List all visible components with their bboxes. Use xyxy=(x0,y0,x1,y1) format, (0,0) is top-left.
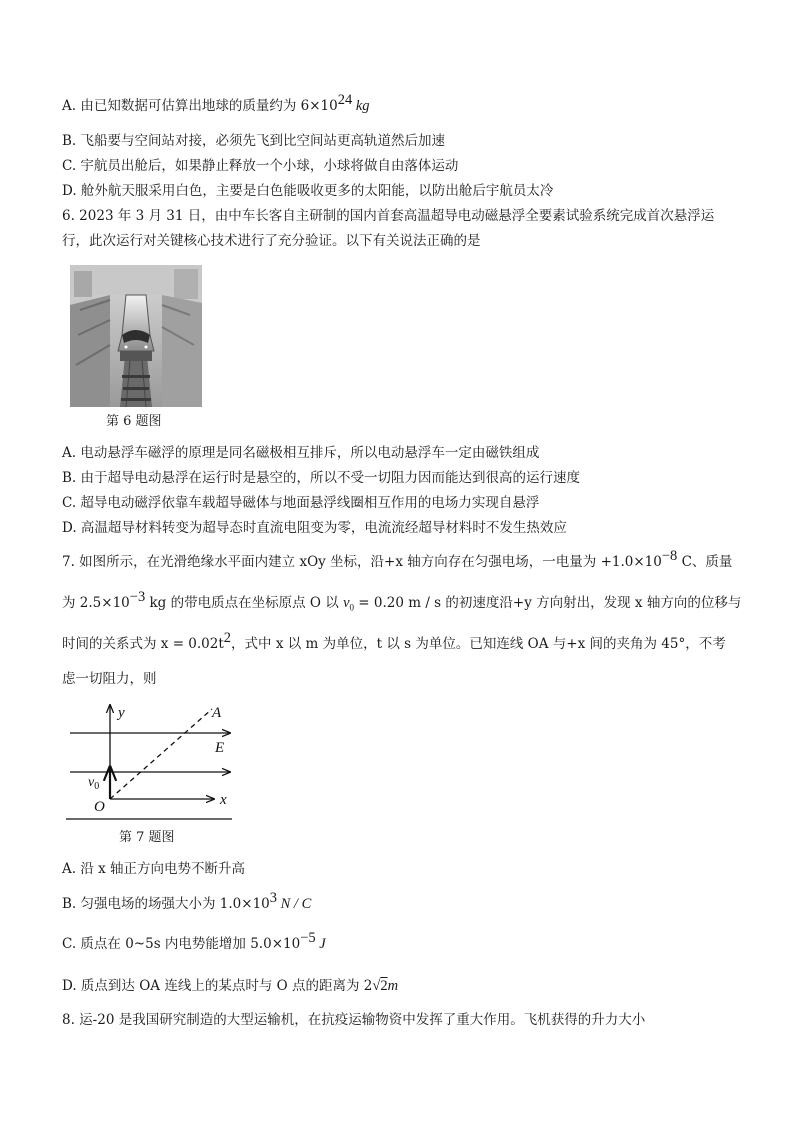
q5-option-d: D. 舱外航天服采用白色，主要是白色能吸收更多的太阳能，以防出舱后宇航员太冷 xyxy=(62,183,554,199)
q7-stem-text-1b: C、质量 xyxy=(677,554,733,570)
q7-option-b-text: B. 匀强电场的场强大小为 1.0×10 xyxy=(62,896,270,912)
q7-stem-line-1 xyxy=(62,548,733,572)
q7-option-c-text: C. 质点在 0~5s 内电势能增加 5.0×10 xyxy=(62,936,301,952)
q7-option-b xyxy=(62,890,312,914)
q7-option-b-exponent: 3 xyxy=(269,890,278,906)
q7-option-a: A. 沿 x 轴正方向电势不断升高 xyxy=(62,861,246,877)
q7-stem-text-1a: 7. 如图所示，在光滑绝缘水平面内建立 xOy 坐标，沿+x 轴方向存在匀强电场，一电量为 +1.0×10 xyxy=(62,554,662,570)
q6-option-b: B. 由于超导电动悬浮在运行时是悬空的，所以不受一切阻力因而能达到很高的运行速度 xyxy=(62,470,581,486)
maglev-photo xyxy=(70,265,202,407)
q5-option-a xyxy=(62,92,370,116)
q6-option-a: A. 电动悬浮车磁浮的原理是同名磁极相互排斥，所以电动悬浮车一定由磁铁组成 xyxy=(62,445,540,461)
q7-time-exponent: 2 xyxy=(223,630,232,646)
q7-option-d-unit: m xyxy=(387,978,399,994)
q6-option-c: C. 超导电动磁浮依靠车载超导磁体与地面悬浮线圈相互作用的电场力实现自悬浮 xyxy=(62,495,540,511)
q5-option-a-unit: kg xyxy=(352,98,370,114)
q7-stem-line-2 xyxy=(62,589,742,618)
q7-stem-text-2c: = 0.20 m / s 的初速度沿+y 方向射出，发现 x 轴方向的位移与 xyxy=(354,595,742,611)
field-e-label: E xyxy=(215,740,225,756)
x-axis-label: x xyxy=(220,792,227,808)
q7-option-c-unit: J xyxy=(315,936,326,952)
v0-label: $v_0$ xyxy=(88,775,100,792)
q7-stem-line-4: 虑一切阻力，则 xyxy=(62,671,157,687)
q7-option-d-radicand: 2 xyxy=(380,978,388,994)
origin-o-label: O xyxy=(94,799,105,815)
sqrt-symbol: √ xyxy=(372,978,381,994)
q7-stem-text-3a: 时间的关系式为 x = 0.02t xyxy=(62,636,224,652)
q7-mass-exponent: −3 xyxy=(129,589,146,605)
q7-charge-exponent: −8 xyxy=(661,548,678,564)
q5-option-a-text: A. 由已知数据可估算出地球的质量约为 6×10 xyxy=(62,98,338,114)
q6-stem-line-2: 行，此次运行对关键核心技术进行了充分验证。以下有关说法正确的是 xyxy=(62,233,481,249)
q7-figure-caption: 第 7 题图 xyxy=(119,830,175,845)
q7-stem-text-3b: ，式中 x 以 m 为单位，t 以 s 为单位。已知连线 OA 与+x 间的夹角为 45°，不考 xyxy=(231,636,726,652)
q7-option-d xyxy=(62,976,398,996)
q7-option-c-exponent: −5 xyxy=(300,930,316,946)
q7-stem-line-3 xyxy=(62,630,726,654)
q8-stem: 8. 运-20 是我国研究制造的大型运输机，在抗疫运输物资中发挥了重大作用。飞机获得的升力大小 xyxy=(62,1012,646,1028)
q5-option-c: C. 宇航员出舱后，如果静止释放一个小球，小球将做自由落体运动 xyxy=(62,158,459,174)
q7-option-c xyxy=(62,930,326,954)
oa-dashed-line xyxy=(110,709,212,799)
q7-v0-symbol: v xyxy=(343,595,350,611)
q6-option-d: D. 高温超导材料转变为超导态时直流电阻变为零，电流流经超导材料时不发生热效应 xyxy=(62,520,567,536)
q7-stem-text-2a: 为 2.5×10 xyxy=(62,595,130,611)
q5-option-a-exponent: 24 xyxy=(337,92,353,108)
q5-option-b: B. 飞船要与空间站对接，必须先飞到比空间站更高轨道然后加速 xyxy=(62,133,446,149)
q6-stem-line-1: 6. 2023 年 3 月 31 日，由中车长客自主研制的国内首套高温超导电动磁悬浮全要素试验系统完成首次悬浮运 xyxy=(62,208,715,224)
q7-field-diagram xyxy=(62,703,242,825)
q7-v0-subscript: 0 xyxy=(349,602,354,613)
q7-option-d-text: D. 质点到达 OA 连线上的某点时与 O 点的距离为 2 xyxy=(62,978,373,994)
y-axis-label: y xyxy=(118,705,125,721)
point-a-label: A xyxy=(212,705,222,721)
q7-option-b-unit: N / C xyxy=(277,896,312,912)
q7-stem-text-2b: kg 的带电质点在坐标原点 O 以 xyxy=(145,595,344,611)
q6-figure-caption: 第 6 题图 xyxy=(106,414,162,429)
